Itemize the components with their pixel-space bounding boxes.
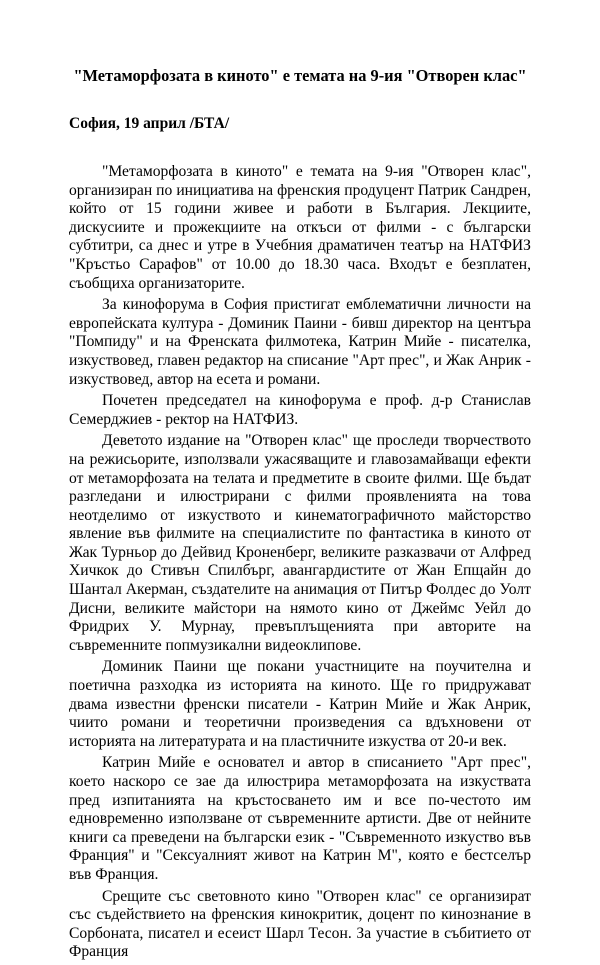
article-paragraph: За кинофорума в София пристигат емблематични личности на европейската култура - Доминик Паини - бивш директор на центъра "Помпиду" и на Френската филмотека, Катрин Мийе - писателка, изкуствовед, главен редактор на списание "Арт прес", и Жак Анрик - изкуствовед, автор на есета и романи. [69,296,531,388]
article-paragraph: Доминик Паини ще покани участниците на поучителна и поетична разходка из историята на киното. Ще го придружават двама известни френски писатели - Катрин Мийе и Жак Анрик, чиито романи и теоретични произведения са вдъхновени от историята на литературата и на пластичните изкуства от 20-и век. [69,658,531,750]
article-dateline: София, 19 април /БТА/ [69,115,230,132]
article-body [69,163,531,965]
article-paragraph: Деветото издание на "Отворен клас" ще проследи творчеството на режисьорите, използвали ужасяващите и главозамайващи ефекти от метаморфозата на телата и предметите в своите филми. Ще бъдат разгледани и илюстрирани с филми проявленията на това неотделимо от изкуството и кинематографичното майсторство явление във филмите на специалистите по фантастика в киното от Жак Турньор до Дейвид Кроненберг, великите разказвачи от Алфред Хичкок до Стивън Спилбърг, авангардистите от Жан Епщайн до Шантал Акерман, създателите на анимация от Питър Фолдес до Уолт Дисни, великите майстори на нямото кино от Джеймс Уейл до Фридрих У. Мурнау, превъплъщенията при авторите на съвременните попмузикални видеоклипове. [69,432,531,654]
article-paragraph: Почетен председател на кинофорума е проф. д-р Станислав Семерджиев - ректор на НАТФИЗ. [69,392,531,428]
article-paragraph: "Метаморфозата в киното" е темата на 9-ия "Отворен клас", организиран по инициатива на френския продуцент Патрик Сандрен, който от 15 години живее и работи в България. Лекциите, дискусиите и прожекциите на откъси от филми - с български субтитри, са днес и утре в Учебния драматичен театър на НАТФИЗ "Кръстьо Сарафов" от 10.00 до 18.30 часа. Входът е безплатен, съобщиха организаторите. [69,163,531,292]
article-paragraph: Срещите със световното кино "Отворен клас" се организират със съдействието на френския кинокритик, доцент по кинознание в Сорбоната, писател и есеист Шарл Тесон. За участие в събитието от Франция [69,887,531,961]
article-title: "Метаморфозата в киното" е темата на 9-ия "Отворен клас" [73,66,527,85]
article-paragraph: Катрин Мийе е основател и автор в списанието "Арт прес", което наскоро се зае да илюстрира метаморфозата на изкуствата пред изпитанията на кръстосването им и все по-честото им едновременно използване от съвременните артисти. Две от нейните книги са преведени на български език - "Съвременното изкуство във Франция" и "Сексуалният живот на Катрин М", която е бестселър във Франция. [69,754,531,883]
